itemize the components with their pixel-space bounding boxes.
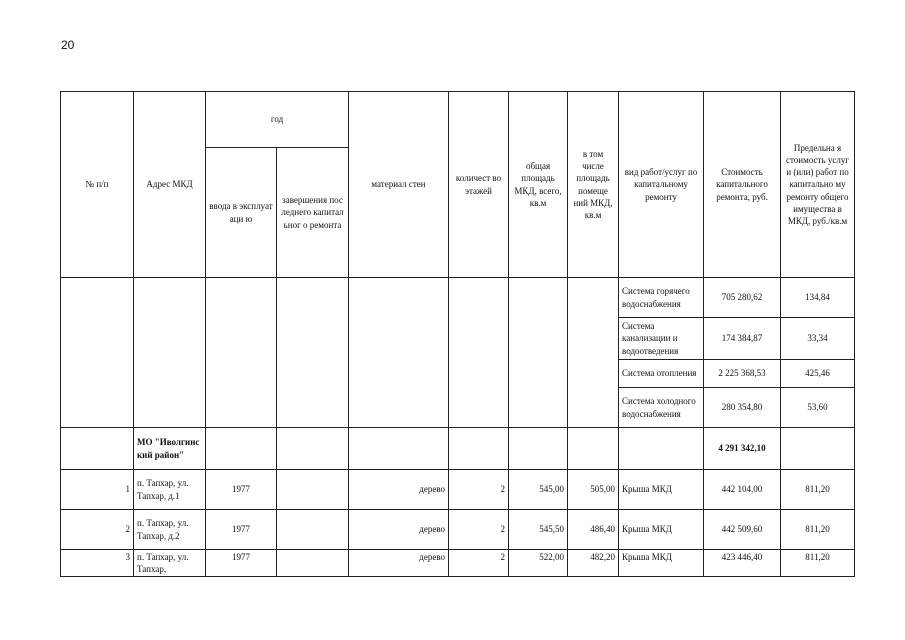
service-row bbox=[61, 278, 855, 318]
header-year-commission: ввода в эксплуатаци ю bbox=[206, 148, 277, 278]
service-max: 425,46 bbox=[781, 360, 855, 388]
building-address: п. Тапхар, ул. Тапхар, д.2 bbox=[134, 510, 206, 550]
building-premises: 505,00 bbox=[568, 470, 619, 510]
building-area: 522,00 bbox=[509, 550, 568, 577]
building-material: дерево bbox=[349, 510, 449, 550]
building-max: 811,20 bbox=[781, 510, 855, 550]
district-row bbox=[61, 428, 855, 470]
header-premises-area: в том числе площадь помеще ний МКД, кв.м bbox=[568, 92, 619, 278]
table-row bbox=[61, 550, 855, 577]
service-work: Система горячего водоснабжения bbox=[619, 278, 704, 318]
service-cost: 174 384,87 bbox=[704, 318, 781, 360]
service-cost: 705 280,62 bbox=[704, 278, 781, 318]
building-work: Крыша МКД bbox=[619, 550, 704, 577]
building-material: дерево bbox=[349, 470, 449, 510]
building-cost: 423 446,40 bbox=[704, 550, 781, 577]
building-repair-year bbox=[277, 550, 349, 577]
district-total: 4 291 342,10 bbox=[704, 428, 781, 470]
building-cost: 442 509,60 bbox=[704, 510, 781, 550]
building-address: п. Тапхар, ул. Тапхар, д.1 bbox=[134, 470, 206, 510]
building-floors: 2 bbox=[449, 470, 509, 510]
header-wall-material: материал стен bbox=[349, 92, 449, 278]
building-work: Крыша МКД bbox=[619, 470, 704, 510]
header-total-area: общая площадь МКД, всего, кв.м bbox=[509, 92, 568, 278]
table-row bbox=[61, 470, 855, 510]
building-max: 811,20 bbox=[781, 550, 855, 577]
header-num: № п/п bbox=[61, 92, 134, 278]
building-year: 1977 bbox=[206, 510, 277, 550]
district-name: МО "Иволгинский район" bbox=[134, 428, 206, 470]
building-work: Крыша МКД bbox=[619, 510, 704, 550]
building-max: 811,20 bbox=[781, 470, 855, 510]
header-address: Адрес МКД bbox=[134, 92, 206, 278]
capital-repair-table bbox=[60, 91, 855, 577]
building-repair-year bbox=[277, 510, 349, 550]
building-area: 545,50 bbox=[509, 510, 568, 550]
building-premises: 482,20 bbox=[568, 550, 619, 577]
building-num: 3 bbox=[61, 550, 134, 577]
building-cost: 442 104,00 bbox=[704, 470, 781, 510]
building-material: дерево bbox=[349, 550, 449, 577]
building-floors: 2 bbox=[449, 550, 509, 577]
building-num: 1 bbox=[61, 470, 134, 510]
building-floors: 2 bbox=[449, 510, 509, 550]
header-max-cost: Предельна я стоимость услуг и (или) работ по капитально му ремонту общего имущества в МКД, руб./кв.м bbox=[781, 92, 855, 278]
header-row-1 bbox=[61, 92, 855, 148]
service-work: Система отопления bbox=[619, 360, 704, 388]
service-work: Система холодного водоснабжения bbox=[619, 388, 704, 428]
service-work: Система канализации и водоотведения bbox=[619, 318, 704, 360]
service-max: 53,60 bbox=[781, 388, 855, 428]
page-number: 20 bbox=[61, 38, 75, 52]
service-cost: 280 354,80 bbox=[704, 388, 781, 428]
header-year-repair: завершения последнего капитальног о ремонта bbox=[277, 148, 349, 278]
building-premises: 486,40 bbox=[568, 510, 619, 550]
building-repair-year bbox=[277, 470, 349, 510]
header-year: год bbox=[206, 92, 349, 148]
header-floors: количест во этажей bbox=[449, 92, 509, 278]
table-row bbox=[61, 510, 855, 550]
service-max: 33,34 bbox=[781, 318, 855, 360]
header-cost: Стоимость капитального ремонта, руб. bbox=[704, 92, 781, 278]
building-area: 545,00 bbox=[509, 470, 568, 510]
service-max: 134,84 bbox=[781, 278, 855, 318]
building-year: 1977 bbox=[206, 470, 277, 510]
building-year: 1977 bbox=[206, 550, 277, 577]
building-address: п. Тапхар, ул. Тапхар, bbox=[134, 550, 206, 577]
service-cost: 2 225 368,53 bbox=[704, 360, 781, 388]
header-work-type: вид работ/услуг по капитальному ремонту bbox=[619, 92, 704, 278]
building-num: 2 bbox=[61, 510, 134, 550]
